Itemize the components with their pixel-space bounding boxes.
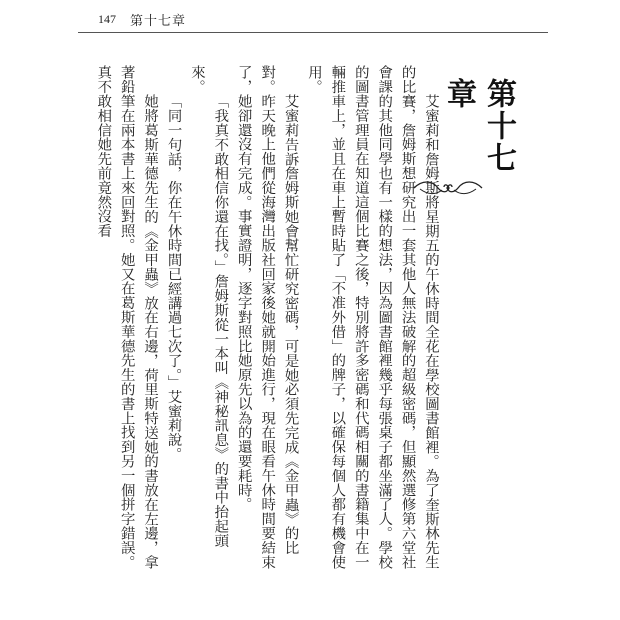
chapter-title: 第十七章 <box>441 78 516 174</box>
paragraph: 艾蜜莉和詹姆斯將星期五的午休時間全花在學校圖書館裡。為了奎斯林先生的比賽，詹姆斯想研究出一套其他人無法破解的超級密碼，但顯然選修第六堂社會課的其他同學也有一樣的想法，因為圖書館裡幾乎每張桌子都坐滿了人。學校的圖書管理員在知道這個比賽之後，特別將許多密碼和代碼相關的書籍集中在一輛推車上，並且在車上暫時貼了「不准外借」的牌子，以確保每個人都有機會使用。 <box>305 65 439 569</box>
running-header-chapter: 第十七章 <box>130 14 187 29</box>
body-text <box>91 65 442 570</box>
paragraph: 她將葛斯華德先生的《金甲蟲》放在右邊，荷里斯特送她的書放在左邊，拿著鉛筆在兩本書上來回對照。她又在葛斯華德先生的書上找到另一個拼字錯誤。真不敢相信她先前竟然沒看 <box>95 65 159 569</box>
running-header <box>78 8 548 30</box>
header-rule <box>78 32 548 33</box>
paragraph: 「我真不敢相信你還在找。」詹姆斯從一本叫《神秘訊息》的書中抬起頭來。 <box>188 65 229 548</box>
paragraph: 艾蜜莉告訴詹姆斯她會幫忙研究密碼，可是她必須先完成《金甲蟲》的比對。昨天晚上他們從海灣出版社回家後她就開始進行，現在眼看午休時間要結束了，她卻還沒有完成。事實證明，逐字對照比她原先以為的還要耗時。 <box>235 65 299 569</box>
page-number: 147 <box>98 12 116 26</box>
paragraph: 「同一句話，你在午休時間已經講過七次了。」艾蜜莉說。 <box>165 93 182 461</box>
